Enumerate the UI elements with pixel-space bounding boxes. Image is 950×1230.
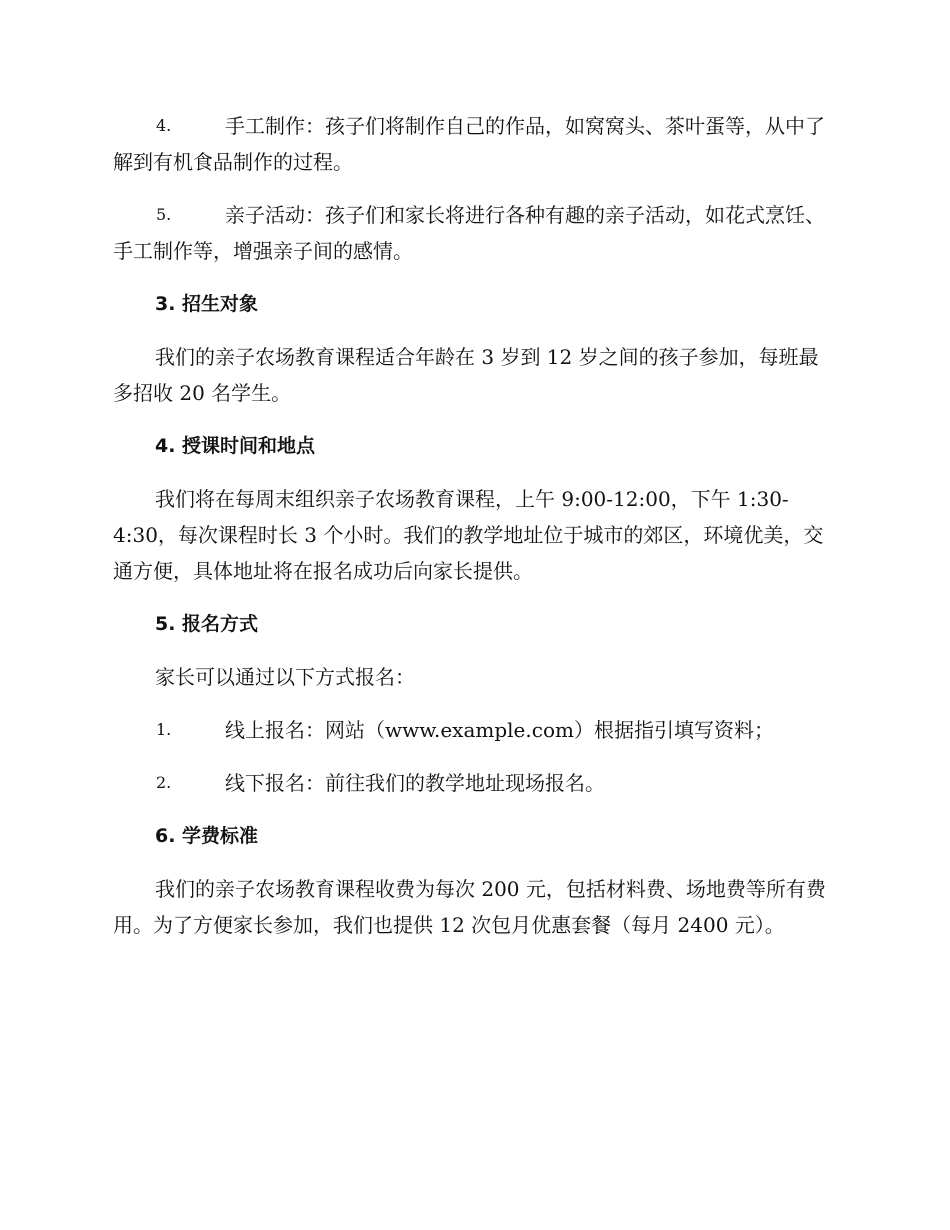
list-item-text: 亲子活动：孩子们和家长将进行各种有趣的亲子活动，如花式烹饪、手工制作等，增强亲子间的感情。 bbox=[113, 203, 825, 263]
activity-item-parent-child bbox=[113, 197, 838, 269]
registration-method-online bbox=[113, 712, 838, 748]
list-number: 4. bbox=[156, 116, 172, 135]
list-number: 5. bbox=[156, 205, 172, 224]
section-body-tuition: 我们的亲子农场教育课程收费为每次 200 元，包括材料费、场地费等所有费用。为了方便家长参加，我们也提供 12 次包月优惠套餐（每月 2400 元）。 bbox=[113, 877, 826, 937]
section-intro-registration: 家长可以通过以下方式报名： bbox=[155, 665, 415, 689]
list-number: 2. bbox=[156, 773, 172, 792]
section-body-schedule: 我们将在每周末组织亲子农场教育课程，上午 9:00-12:00，下午 1:30-4:30，每次课程时长 3 个小时。我们的教学地址位于城市的郊区，环境优美，交通方便，具体地址将在报名成功后向家长提供。 bbox=[113, 487, 824, 583]
activity-item-handcraft bbox=[113, 108, 838, 180]
list-item-text: 线下报名：前往我们的教学地址现场报名。 bbox=[225, 771, 605, 795]
list-item-text: 手工制作：孩子们将制作自己的作品，如窝窝头、茶叶蛋等，从中了解到有机食品制作的过程。 bbox=[113, 114, 825, 174]
section-heading-registration: 5. 报名方式 bbox=[155, 613, 259, 635]
list-item-text: 线上报名：网站（www.example.com）根据指引填写资料； bbox=[225, 718, 774, 742]
section-heading-tuition: 6. 学费标准 bbox=[155, 825, 259, 847]
registration-method-offline bbox=[113, 765, 838, 801]
section-body-enrollment: 我们的亲子农场教育课程适合年龄在 3 岁到 12 岁之间的孩子参加，每班最多招收 20 名学生。 bbox=[113, 345, 819, 405]
section-heading-enrollment: 3. 招生对象 bbox=[155, 293, 259, 315]
section-heading-schedule: 4. 授课时间和地点 bbox=[155, 435, 316, 457]
document-page bbox=[113, 108, 838, 943]
list-number: 1. bbox=[156, 720, 172, 739]
